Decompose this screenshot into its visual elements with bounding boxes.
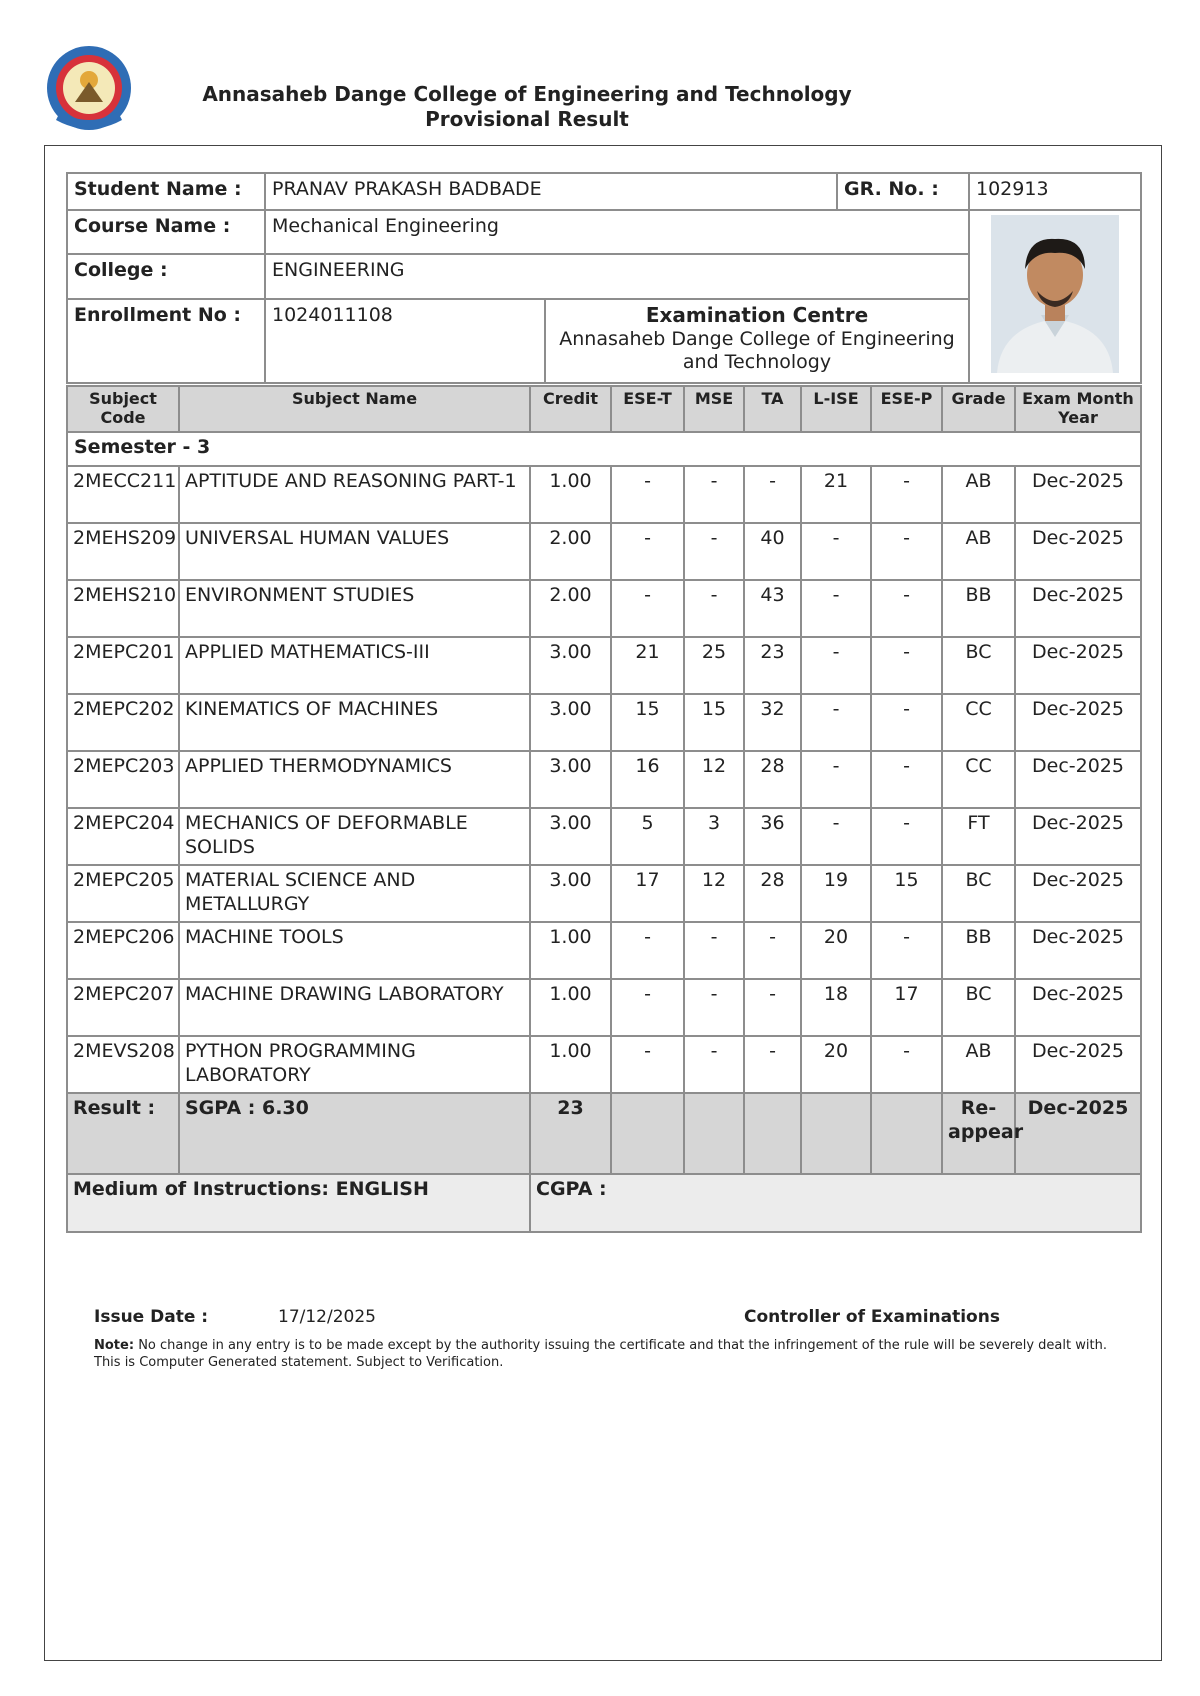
student-info-table — [66, 172, 1142, 384]
ta-cell: 28 — [744, 751, 801, 808]
subject-code-cell: 2MEPC205 — [67, 865, 179, 922]
credit-cell: 3.00 — [530, 751, 611, 808]
course-name-value: Mechanical Engineering — [265, 210, 969, 254]
header-subject-code: Subject Code — [67, 386, 179, 432]
note — [94, 1337, 1134, 1371]
ta-cell: - — [744, 922, 801, 979]
mse-cell: 15 — [684, 694, 744, 751]
exam-month-year-cell: Dec-2025 — [1015, 979, 1141, 1036]
table-row — [67, 523, 1141, 580]
credit-cell: 2.00 — [530, 523, 611, 580]
grade-cell: CC — [942, 751, 1015, 808]
mse-cell: 3 — [684, 808, 744, 865]
empty-cell — [684, 1093, 744, 1174]
medium-of-instructions: Medium of Instructions: ENGLISH — [67, 1174, 530, 1232]
ese-t-cell: 15 — [611, 694, 684, 751]
total-credit: 23 — [530, 1093, 611, 1174]
mse-cell: 12 — [684, 751, 744, 808]
header-grade: Grade — [942, 386, 1015, 432]
ese-t-cell: - — [611, 979, 684, 1036]
exam-month-year-cell: Dec-2025 — [1015, 637, 1141, 694]
ese-p-cell: - — [871, 523, 942, 580]
header-credit: Credit — [530, 386, 611, 432]
cgpa-label: CGPA : — [530, 1174, 1141, 1232]
l-ise-cell: - — [801, 694, 871, 751]
college-seal-icon — [42, 42, 136, 136]
mse-cell: - — [684, 580, 744, 637]
credit-cell: 3.00 — [530, 865, 611, 922]
table-row — [67, 922, 1141, 979]
ta-cell: 36 — [744, 808, 801, 865]
subject-name-cell: PYTHON PROGRAMMING LABORATORY — [179, 1036, 530, 1093]
grade-cell: BC — [942, 865, 1015, 922]
enrollment-label: Enrollment No : — [67, 299, 265, 383]
table-row — [67, 979, 1141, 1036]
table-row — [67, 808, 1141, 865]
subject-name-cell: MACHINE TOOLS — [179, 922, 530, 979]
medium-row — [67, 1174, 1141, 1232]
semester-label: Semester - 3 — [67, 432, 1141, 466]
l-ise-cell: 21 — [801, 466, 871, 523]
header-ese-p: ESE-P — [871, 386, 942, 432]
exam-month-year-cell: Dec-2025 — [1015, 1036, 1141, 1093]
grade-cell: CC — [942, 694, 1015, 751]
empty-cell — [744, 1093, 801, 1174]
result-row — [67, 1093, 1141, 1174]
examination-centre — [545, 299, 969, 383]
exam-month-year-cell: Dec-2025 — [1015, 751, 1141, 808]
subject-name-cell: APPLIED MATHEMATICS-III — [179, 637, 530, 694]
course-name-label: Course Name : — [67, 210, 265, 254]
document-title: Provisional Result — [425, 107, 629, 131]
ta-cell: - — [744, 1036, 801, 1093]
exam-month-year-cell: Dec-2025 — [1015, 580, 1141, 637]
result-status: Re-appear — [942, 1093, 1015, 1174]
table-row — [67, 637, 1141, 694]
exam-month-year-cell: Dec-2025 — [1015, 808, 1141, 865]
subject-name-cell: APPLIED THERMODYNAMICS — [179, 751, 530, 808]
subject-code-cell: 2MECC211 — [67, 466, 179, 523]
credit-cell: 1.00 — [530, 979, 611, 1036]
examination-centre-label: Examination Centre — [645, 302, 869, 327]
ese-p-cell: - — [871, 466, 942, 523]
ese-p-cell: - — [871, 580, 942, 637]
grade-cell: AB — [942, 1036, 1015, 1093]
grade-cell: AB — [942, 523, 1015, 580]
l-ise-cell: - — [801, 637, 871, 694]
ese-t-cell: 5 — [611, 808, 684, 865]
ta-cell: - — [744, 979, 801, 1036]
header-subject-name: Subject Name — [179, 386, 530, 432]
issue-date-value: 17/12/2025 — [278, 1307, 376, 1327]
table-row — [67, 1036, 1141, 1093]
empty-cell — [801, 1093, 871, 1174]
subject-code-cell: 2MEPC201 — [67, 637, 179, 694]
subject-code-cell: 2MEHS210 — [67, 580, 179, 637]
credit-cell: 3.00 — [530, 637, 611, 694]
subject-name-cell: ENVIRONMENT STUDIES — [179, 580, 530, 637]
student-photo-image — [991, 215, 1119, 373]
table-row — [67, 694, 1141, 751]
exam-month-year-cell: Dec-2025 — [1015, 922, 1141, 979]
header-l-ise: L-ISE — [801, 386, 871, 432]
header-ta: TA — [744, 386, 801, 432]
header-mse: MSE — [684, 386, 744, 432]
subject-name-cell: KINEMATICS OF MACHINES — [179, 694, 530, 751]
gr-no-value: 102913 — [969, 173, 1141, 210]
note-text: No change in any entry is to be made except by the authority issuing the certificate and that the infringement of the rule will be severely dealt with. This is Computer Generated statement. Subject to Verification. — [94, 1338, 1107, 1370]
grade-cell: AB — [942, 466, 1015, 523]
ta-cell: 28 — [744, 865, 801, 922]
header-ese-t: ESE-T — [611, 386, 684, 432]
ta-cell: - — [744, 466, 801, 523]
mse-cell: 25 — [684, 637, 744, 694]
grade-cell: BB — [942, 580, 1015, 637]
empty-cell — [871, 1093, 942, 1174]
mse-cell: - — [684, 466, 744, 523]
l-ise-cell: - — [801, 580, 871, 637]
subject-code-cell: 2MEHS209 — [67, 523, 179, 580]
student-name-value: PRANAV PRAKASH BADBADE — [265, 173, 837, 210]
subject-name-cell: UNIVERSAL HUMAN VALUES — [179, 523, 530, 580]
exam-month-year-cell: Dec-2025 — [1015, 694, 1141, 751]
subject-code-cell: 2MEPC206 — [67, 922, 179, 979]
table-row — [67, 580, 1141, 637]
ta-cell: 40 — [744, 523, 801, 580]
credit-cell: 3.00 — [530, 808, 611, 865]
ese-t-cell: - — [611, 523, 684, 580]
sgpa-value: SGPA : 6.30 — [179, 1093, 530, 1174]
mse-cell: - — [684, 1036, 744, 1093]
table-row — [67, 865, 1141, 922]
credit-cell: 1.00 — [530, 466, 611, 523]
examination-centre-value: Annasaheb Dange College of Engineering and Technology — [559, 327, 955, 373]
ta-cell: 23 — [744, 637, 801, 694]
issue-date-label: Issue Date : — [94, 1307, 209, 1327]
header-exam-month-year: Exam Month Year — [1015, 386, 1141, 432]
student-photo — [969, 210, 1141, 383]
marks-table — [66, 385, 1142, 1233]
ese-p-cell: - — [871, 637, 942, 694]
gr-no-label: GR. No. : — [837, 173, 969, 210]
document-header — [150, 82, 904, 132]
empty-cell — [611, 1093, 684, 1174]
credit-cell: 3.00 — [530, 694, 611, 751]
result-exam-month-year: Dec-2025 — [1015, 1093, 1141, 1174]
l-ise-cell: 20 — [801, 922, 871, 979]
subject-code-cell: 2MEPC204 — [67, 808, 179, 865]
subject-name-cell: MECHANICS OF DEFORMABLE SOLIDS — [179, 808, 530, 865]
mse-cell: 12 — [684, 865, 744, 922]
ese-p-cell: - — [871, 808, 942, 865]
subject-name-cell: MACHINE DRAWING LABORATORY — [179, 979, 530, 1036]
ese-t-cell: 21 — [611, 637, 684, 694]
subject-name-cell: MATERIAL SCIENCE AND METALLURGY — [179, 865, 530, 922]
grade-cell: BC — [942, 637, 1015, 694]
l-ise-cell: 20 — [801, 1036, 871, 1093]
ese-p-cell: - — [871, 922, 942, 979]
ese-p-cell: - — [871, 694, 942, 751]
ta-cell: 32 — [744, 694, 801, 751]
l-ise-cell: - — [801, 808, 871, 865]
table-row — [67, 466, 1141, 523]
subject-code-cell: 2MEPC202 — [67, 694, 179, 751]
l-ise-cell: 18 — [801, 979, 871, 1036]
mse-cell: - — [684, 979, 744, 1036]
credit-cell: 1.00 — [530, 922, 611, 979]
mse-cell: - — [684, 922, 744, 979]
controller-of-examinations: Controller of Examinations — [744, 1307, 1000, 1327]
ese-p-cell: 17 — [871, 979, 942, 1036]
ese-t-cell: 17 — [611, 865, 684, 922]
credit-cell: 2.00 — [530, 580, 611, 637]
grade-cell: FT — [942, 808, 1015, 865]
ese-p-cell: 15 — [871, 865, 942, 922]
ese-p-cell: - — [871, 751, 942, 808]
ese-t-cell: 16 — [611, 751, 684, 808]
subject-code-cell: 2MEPC203 — [67, 751, 179, 808]
ese-t-cell: - — [611, 1036, 684, 1093]
l-ise-cell: - — [801, 751, 871, 808]
table-row — [67, 751, 1141, 808]
note-label: Note: — [94, 1338, 135, 1353]
ese-t-cell: - — [611, 466, 684, 523]
grade-cell: BC — [942, 979, 1015, 1036]
mse-cell: - — [684, 523, 744, 580]
credit-cell: 1.00 — [530, 1036, 611, 1093]
exam-month-year-cell: Dec-2025 — [1015, 523, 1141, 580]
ese-t-cell: - — [611, 580, 684, 637]
subject-name-cell: APTITUDE AND REASONING PART-1 — [179, 466, 530, 523]
l-ise-cell: 19 — [801, 865, 871, 922]
enrollment-value: 1024011108 — [265, 299, 545, 383]
subject-code-cell: 2MEPC207 — [67, 979, 179, 1036]
ta-cell: 43 — [744, 580, 801, 637]
grade-cell: BB — [942, 922, 1015, 979]
college-title: Annasaheb Dange College of Engineering and Technology — [202, 82, 852, 106]
subject-code-cell: 2MEVS208 — [67, 1036, 179, 1093]
college-value: ENGINEERING — [265, 254, 969, 298]
result-label: Result : — [67, 1093, 179, 1174]
exam-month-year-cell: Dec-2025 — [1015, 865, 1141, 922]
ese-p-cell: - — [871, 1036, 942, 1093]
l-ise-cell: - — [801, 523, 871, 580]
exam-month-year-cell: Dec-2025 — [1015, 466, 1141, 523]
student-name-label: Student Name : — [67, 173, 265, 210]
ese-t-cell: - — [611, 922, 684, 979]
college-label: College : — [67, 254, 265, 298]
